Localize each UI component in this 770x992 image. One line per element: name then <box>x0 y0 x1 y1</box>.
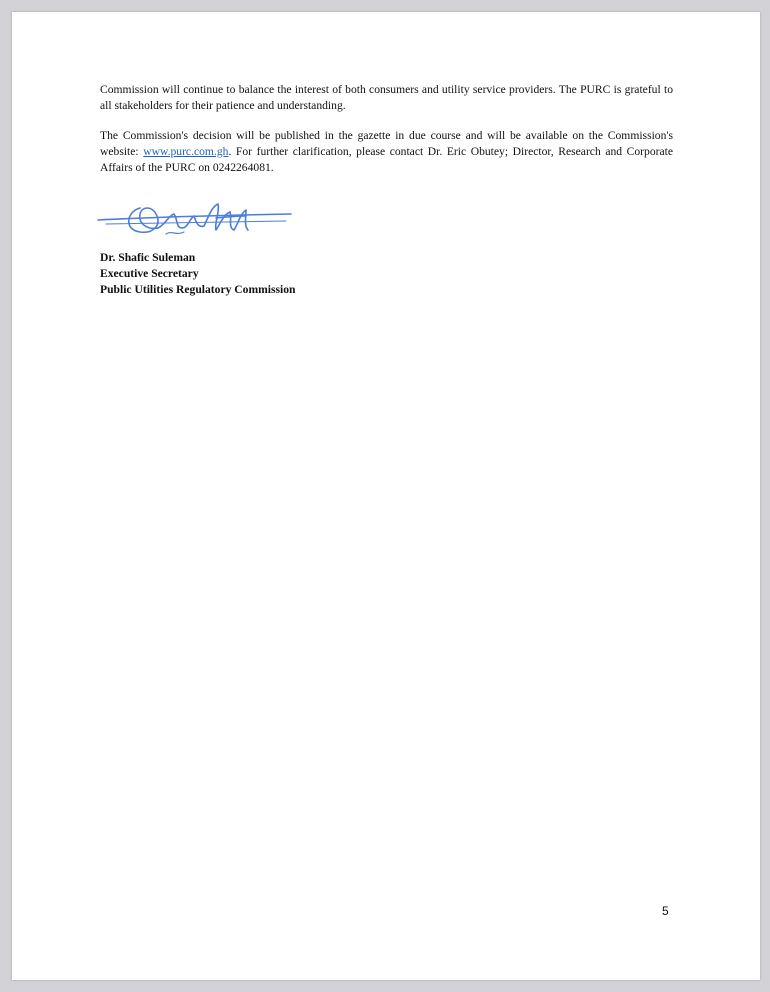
publication-text-end: . For further clarification, please contact Dr. Eric Obutey; Director, Research and Corporate Affairs of the PURC on 0242264081. <box>100 145 673 174</box>
signatory-title: Executive Secretary <box>100 267 199 280</box>
closing-paragraph: Commission will continue to balance the interest of both consumers and utility service providers. The PURC is grateful to all stakeholders for their patience and understanding. <box>100 83 673 112</box>
publication-paragraph <box>100 128 673 176</box>
page-number: 5 <box>662 904 669 918</box>
signatory-name: Dr. Shafic Suleman <box>100 251 196 264</box>
publication-text-start: The Commission's decision will be published in the gazette in due course and will be available on the Commission's website: <box>100 129 673 158</box>
document-page <box>12 12 760 980</box>
website-link[interactable]: www.purc.com.gh <box>143 145 229 158</box>
signatory-organization: Public Utilities Regulatory Commission <box>100 283 296 296</box>
signature-image <box>96 194 296 242</box>
signature-block <box>100 250 295 298</box>
